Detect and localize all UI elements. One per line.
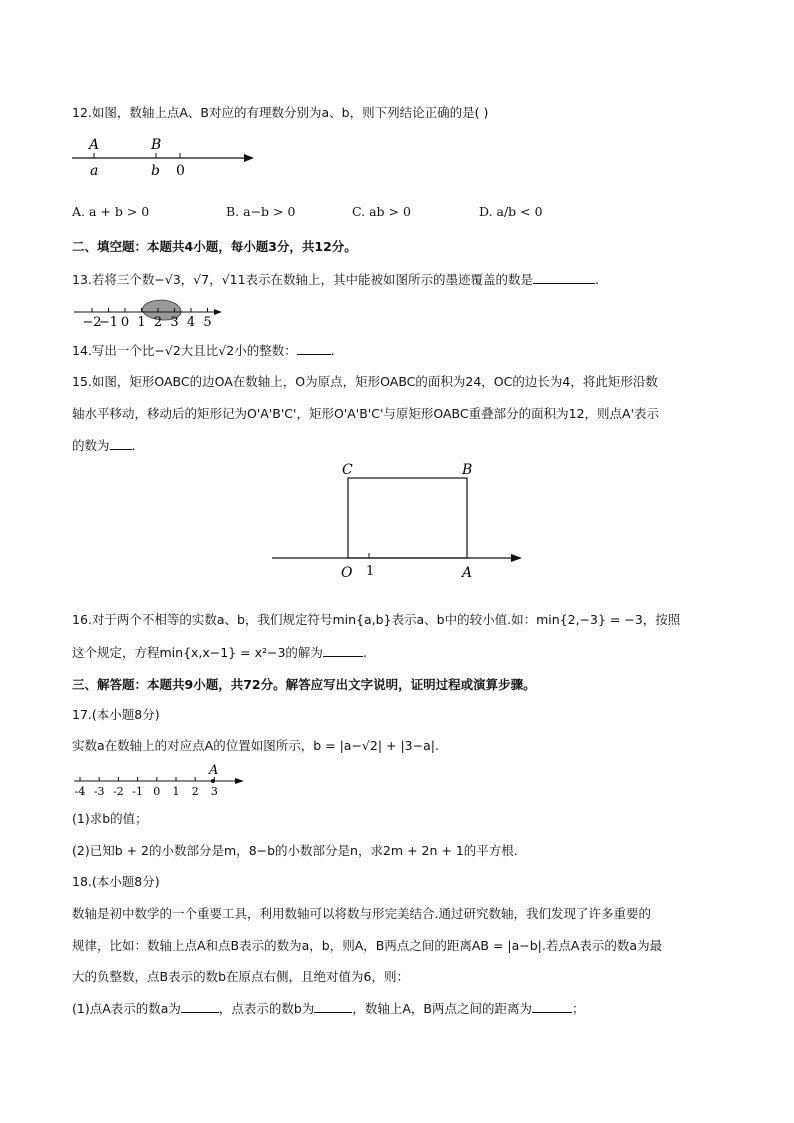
section2-heading: 二、填空题：本题共4小题，每小题3分，共12分。 [72, 239, 357, 254]
q18-part-1-b: ，点表示的数b为 [218, 1001, 315, 1016]
q18-part-1-c: ，数轴上A，B两点之间的距离为 [352, 1001, 532, 1016]
q17-part-1: (1)求b的值； [72, 811, 148, 826]
q12-point-B-label: B [151, 137, 162, 153]
q14-answer-blank [297, 342, 331, 355]
q15-label-O: O [341, 565, 353, 581]
q15-label-A: A [462, 565, 473, 581]
q16-line-1: 16.对于两个不相等的实数a、b，我们规定符号min{a,b}表示a、b中的较小值.如：min{2,−3} = −3，按照 [72, 612, 681, 627]
q17-header: 17.(本小题8分) [72, 707, 160, 722]
q13-tick-label: 1 [137, 315, 146, 330]
q17-part-2: (2)已知b + 2的小数部分是m，8−b的小数部分是n，求2m + 2n + 1的平方根. [72, 843, 518, 858]
q13-number-line [72, 298, 232, 330]
q18-blank-a [181, 1000, 219, 1013]
q12-option-a: A. a + b > 0 [72, 204, 150, 219]
q18-line-2: 规律，比如：数轴上点A和点B表示的数为a，b，则A，B两点之间的距离AB = |a−b|.若点A表示的数a为最 [72, 938, 663, 953]
q15-line-3-text: 的数为 [72, 438, 110, 453]
q12-option-b: B. a−b > 0 [226, 204, 296, 219]
q17-number-line [72, 762, 252, 798]
q13-answer-blank [533, 271, 595, 284]
q17-tick-label: 1 [172, 785, 180, 798]
q13-tick-label: 3 [170, 315, 179, 330]
q16-line-2: 这个规定，方程min{x,x−1} = x²−3的解为 . [72, 645, 367, 660]
q15-label-B: B [462, 462, 473, 478]
q12-a-label: a [90, 163, 99, 179]
q16-line-2-text: 这个规定，方程min{x,x−1} = x²−3的解为 [72, 645, 323, 660]
q13-tick-label: −2 [82, 315, 102, 330]
q15-answer-blank [110, 437, 132, 450]
q18-part-1-a: (1)点A表示的数a为 [72, 1001, 181, 1016]
q12-stem: 12.如图，数轴上点A、B对应的有理数分别为a、b，则下列结论正确的是( ) [72, 105, 489, 120]
q15-line-1: 15.如图，矩形OABC的边OA在数轴上，O为原点，矩形OABC的面积为24，OC的边长为4，将此矩形沿数 [72, 374, 658, 389]
q17-tick-label: -1 [132, 785, 143, 798]
q15-label-one: 1 [366, 564, 375, 579]
q17-point-A-label: A [209, 763, 219, 778]
q18-header: 18.(本小题8分) [72, 874, 160, 889]
q17-tick-label: 3 [210, 785, 218, 798]
q13-tick-label: 5 [203, 315, 212, 330]
q17-tick-label: 2 [191, 785, 199, 798]
q17-tick-label: -3 [93, 785, 105, 798]
q14-stem-text: 14.写出一个比−√2大且比√2小的整数： [72, 343, 297, 358]
q15-label-C: C [342, 462, 353, 478]
q12-option-d: D. a/b < 0 [479, 204, 543, 219]
q12-point-A-label: A [89, 137, 100, 153]
q17-tick-label: -4 [74, 785, 86, 798]
q15-rectangle-figure [270, 460, 530, 585]
q13-tick-label: 2 [153, 315, 163, 330]
q15-line-3: 的数为 . [72, 438, 136, 453]
q18-part-1 [72, 1000, 585, 1018]
q15-line-2: 轴水平移动，移动后的矩形记为O'A'B'C'，矩形O'A'B'C'与原矩形OABC重叠部分的面积为12，则点A'表示 [72, 406, 660, 421]
q17-stem: 实数a在数轴上的对应点A的位置如图所示，b = |a−√2| + |3−a|. [72, 738, 439, 753]
q12-number-line [70, 134, 260, 184]
q16-answer-blank [323, 644, 363, 657]
q18-blank-b [314, 1000, 352, 1013]
q18-line-1: 数轴是初中数学的一个重要工具，利用数轴可以将数与形完美结合.通过研究数轴，我们发现了许多重要的 [72, 906, 651, 921]
q13-stem: 13.若将三个数−√3，√7，√11表示在数轴上，其中能被如图所示的墨迹覆盖的数是 . [72, 272, 600, 287]
q18-blank-distance [532, 1000, 572, 1013]
q17-tick-label: -2 [113, 785, 124, 798]
q12-zero-label: 0 [176, 163, 185, 179]
q14-stem: 14.写出一个比−√2大且比√2小的整数： . [72, 343, 335, 358]
q18-part-1-end: ； [572, 1001, 585, 1016]
section3-heading: 三、解答题：本题共9小题，共72分。解答应写出文字说明，证明过程或演算步骤。 [72, 677, 536, 692]
q17-tick-label: 0 [153, 785, 161, 798]
q13-tick-label: 4 [186, 315, 196, 330]
q13-stem-text: 13.若将三个数−√3，√7，√11表示在数轴上，其中能被如图所示的墨迹覆盖的数是 [72, 272, 534, 287]
q12-b-label: b [151, 163, 160, 179]
q13-tick-label: −1 [98, 315, 119, 330]
q13-tick-label: 0 [120, 315, 130, 330]
q12-option-c: C. ab > 0 [352, 204, 411, 219]
q18-line-3: 大的负整数，点B表示的数b在原点右侧，且绝对值为6，则： [72, 969, 409, 984]
